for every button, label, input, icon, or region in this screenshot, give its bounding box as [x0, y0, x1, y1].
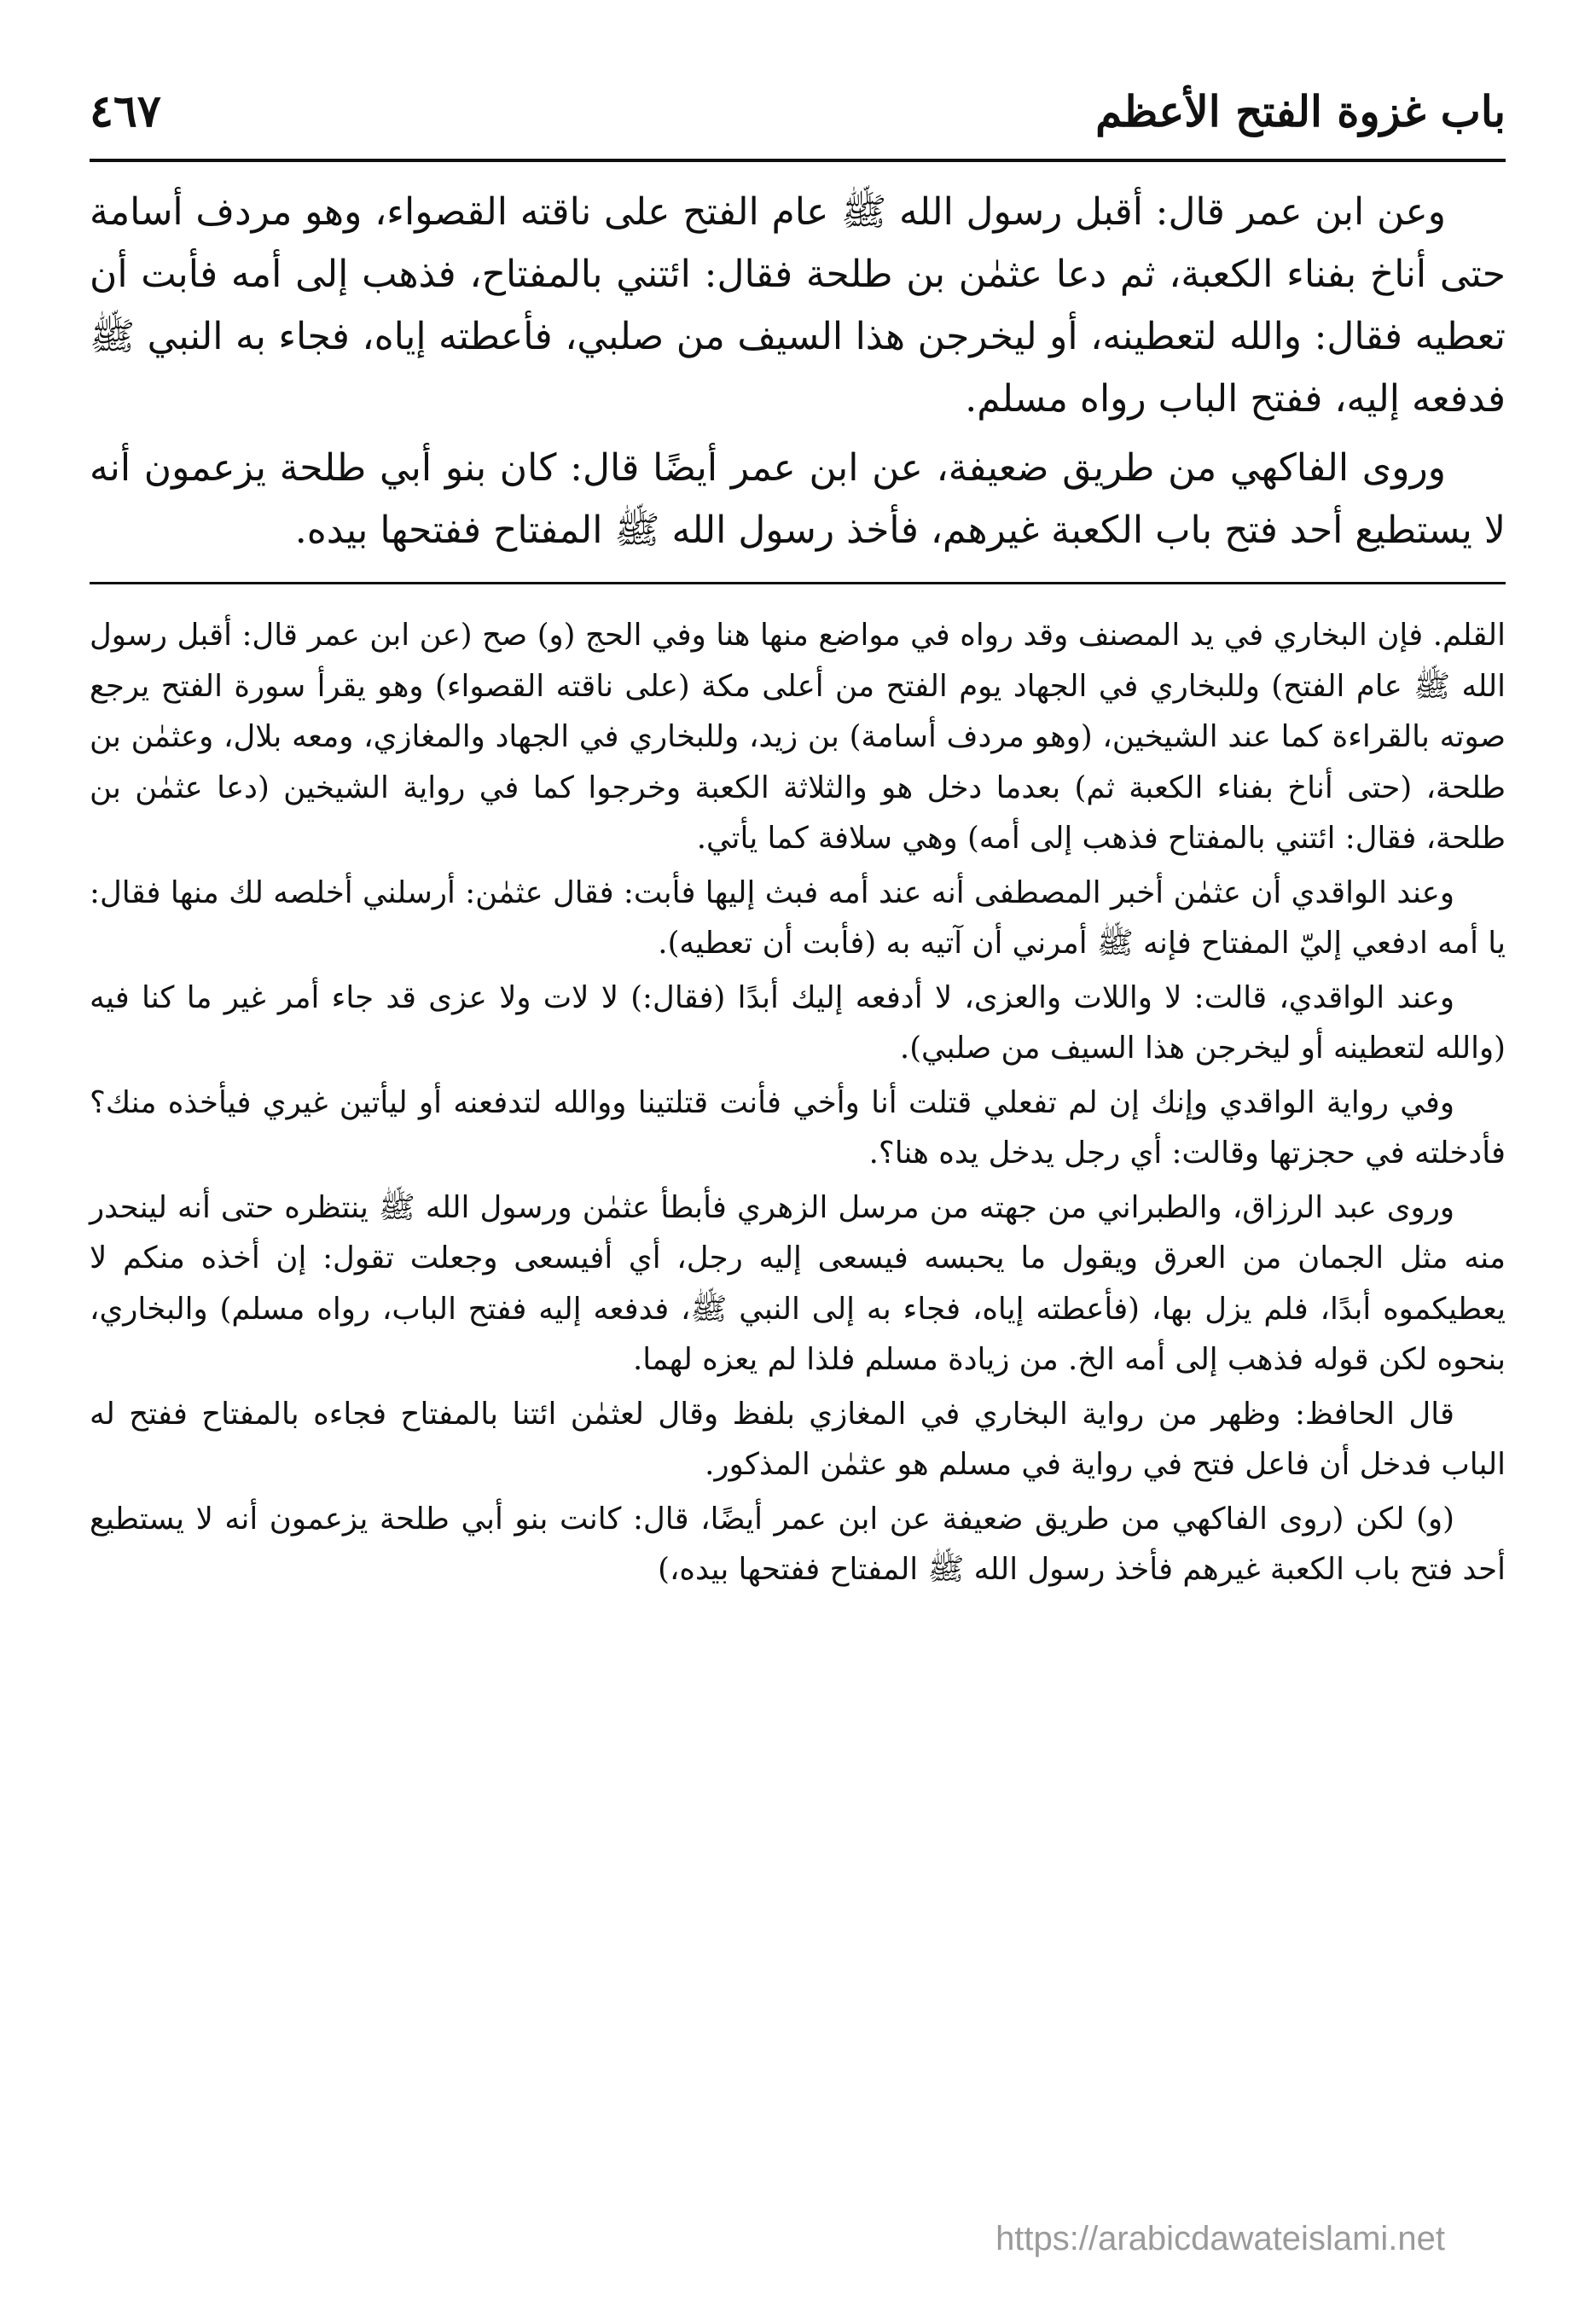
commentary-paragraph: وعند الواقدي، قالت: لا واللات والعزى، لا أدفعه إليك أبدًا (فقال:) لا لات ولا عزى قد جاء أمر غير ما كنا فيه (والله لتعطينه أو ليخرجن هذا السيف من صلبي).: [90, 979, 1506, 1066]
main-paragraph: وعن ابن عمر قال: أقبل رسول الله ﷺ عام الفتح على ناقته القصواء، وهو مردف أسامة حتى أناخ بفناء الكعبة، ثم دعا عثمٰن بن طلحة فقال: ائتني بالمفتاح، فذهب إلى أمه فأبت أن تعطيه فقال: والله لتعطينه، أو ليخرجن هذا السيف من صلبي، فأعطته إياه، فجاء به النبي ﷺ فدفعه إليه، ففتح الباب رواه مسلم.: [90, 190, 1506, 421]
book-page: [90, 85, 1506, 1599]
main-paragraph: وروى الفاكهي من طريق ضعيفة، عن ابن عمر أيضًا قال: كان بنو أبي طلحة يزعمون أنه لا يستطيع أحد فتح باب الكعبة غيرهم، فأخذ رسول الله ﷺ المفتاح ففتحها بيده.: [90, 446, 1506, 552]
commentary-paragraph: وروى عبد الرزاق، والطبراني من جهته من مرسل الزهري فأبطأ عثمٰن ورسول الله ﷺ ينتظره حتى أنه لينحدر منه مثل الجمان من العرق ويقول ما يحبسه فيسعى إليه رجل، أي أفيسعى وجعلت تقول: إن أخذه منكم لا يعطيكموه أبدًا، فلم يزل بها، (فأعطته إياه، فجاء به إلى النبي ﷺ، فدفعه إليه ففتح الباب، رواه مسلم) والبخاري، بنحوه لكن قوله فذهب إلى أمه الخ. من زيادة مسلم فلذا لم يعزه لهما.: [90, 1189, 1506, 1377]
main-text: [90, 181, 1506, 561]
commentary-text: [90, 610, 1506, 1595]
chapter-title: باب غزوة الفتح الأعظم: [1095, 86, 1506, 137]
page-header: [90, 85, 1506, 162]
watermark-url: https://arabicdawateislami.net: [995, 2220, 1445, 2257]
page-number: ٤٦٧: [90, 85, 161, 137]
commentary-paragraph: (و) لكن (روى الفاكهي من طريق ضعيفة عن ابن عمر أيضًا، قال: كانت بنو أبي طلحة يزعمون أنه لا يستطيع أحد فتح باب الكعبة غيرهم فأخذ رسول الله ﷺ المفتاح ففتحها بيده،): [90, 1501, 1506, 1587]
commentary-paragraph: القلم. فإن البخاري في يد المصنف وقد رواه في مواضع منها هنا وفي الحج (و) صح (عن ابن عمر قال: أقبل رسول الله ﷺ عام الفتح) وللبخاري في الجهاد يوم الفتح من أعلى مكة (على ناقته القصواء) وهو يقرأ سورة الفتح يرجع صوته بالقراءة كما عند الشيخين، (وهو مردف أسامة) بن زيد، وللبخاري في الجهاد والمغازي، ومعه بلال، وعثمٰن بن طلحة، (حتى أناخ بفناء الكعبة ثم) بعدما دخل هو والثلاثة الكعبة وخرجوا كما في رواية الشيخين (دعا عثمٰن بن طلحة، فقال: ائتني بالمفتاح فذهب إلى أمه) وهي سلافة كما يأتي.: [90, 618, 1506, 856]
commentary-paragraph: وعند الواقدي أن عثمٰن أخبر المصطفى أنه عند أمه فبث إليها فأبت: فقال عثمٰن: أرسلني أخلصه لك منها فقال: يا أمه ادفعي إليّ المفتاح فإنه ﷺ أمرني أن آتيه به (فأبت أن تعطيه).: [90, 874, 1506, 961]
commentary-paragraph: وفي رواية الواقدي وإنك إن لم تفعلي قتلت أنا وأخي فأنت قتلتينا ووالله لتدفعنه أو ليأتين غيري فيأخذه منك؟ فأدخلته في حجزتها وقالت: أي رجل يدخل يده هنا؟.: [90, 1084, 1506, 1171]
section-divider: [90, 582, 1506, 584]
commentary-paragraph: قال الحافظ: وظهر من رواية البخاري في المغازي بلفظ وقال لعثمٰن ائتنا بالمفتاح فجاءه بالمفتاح ففتح له الباب فدخل أن فاعل فتح في رواية في مسلم هو عثمٰن المذكور.: [90, 1396, 1506, 1482]
